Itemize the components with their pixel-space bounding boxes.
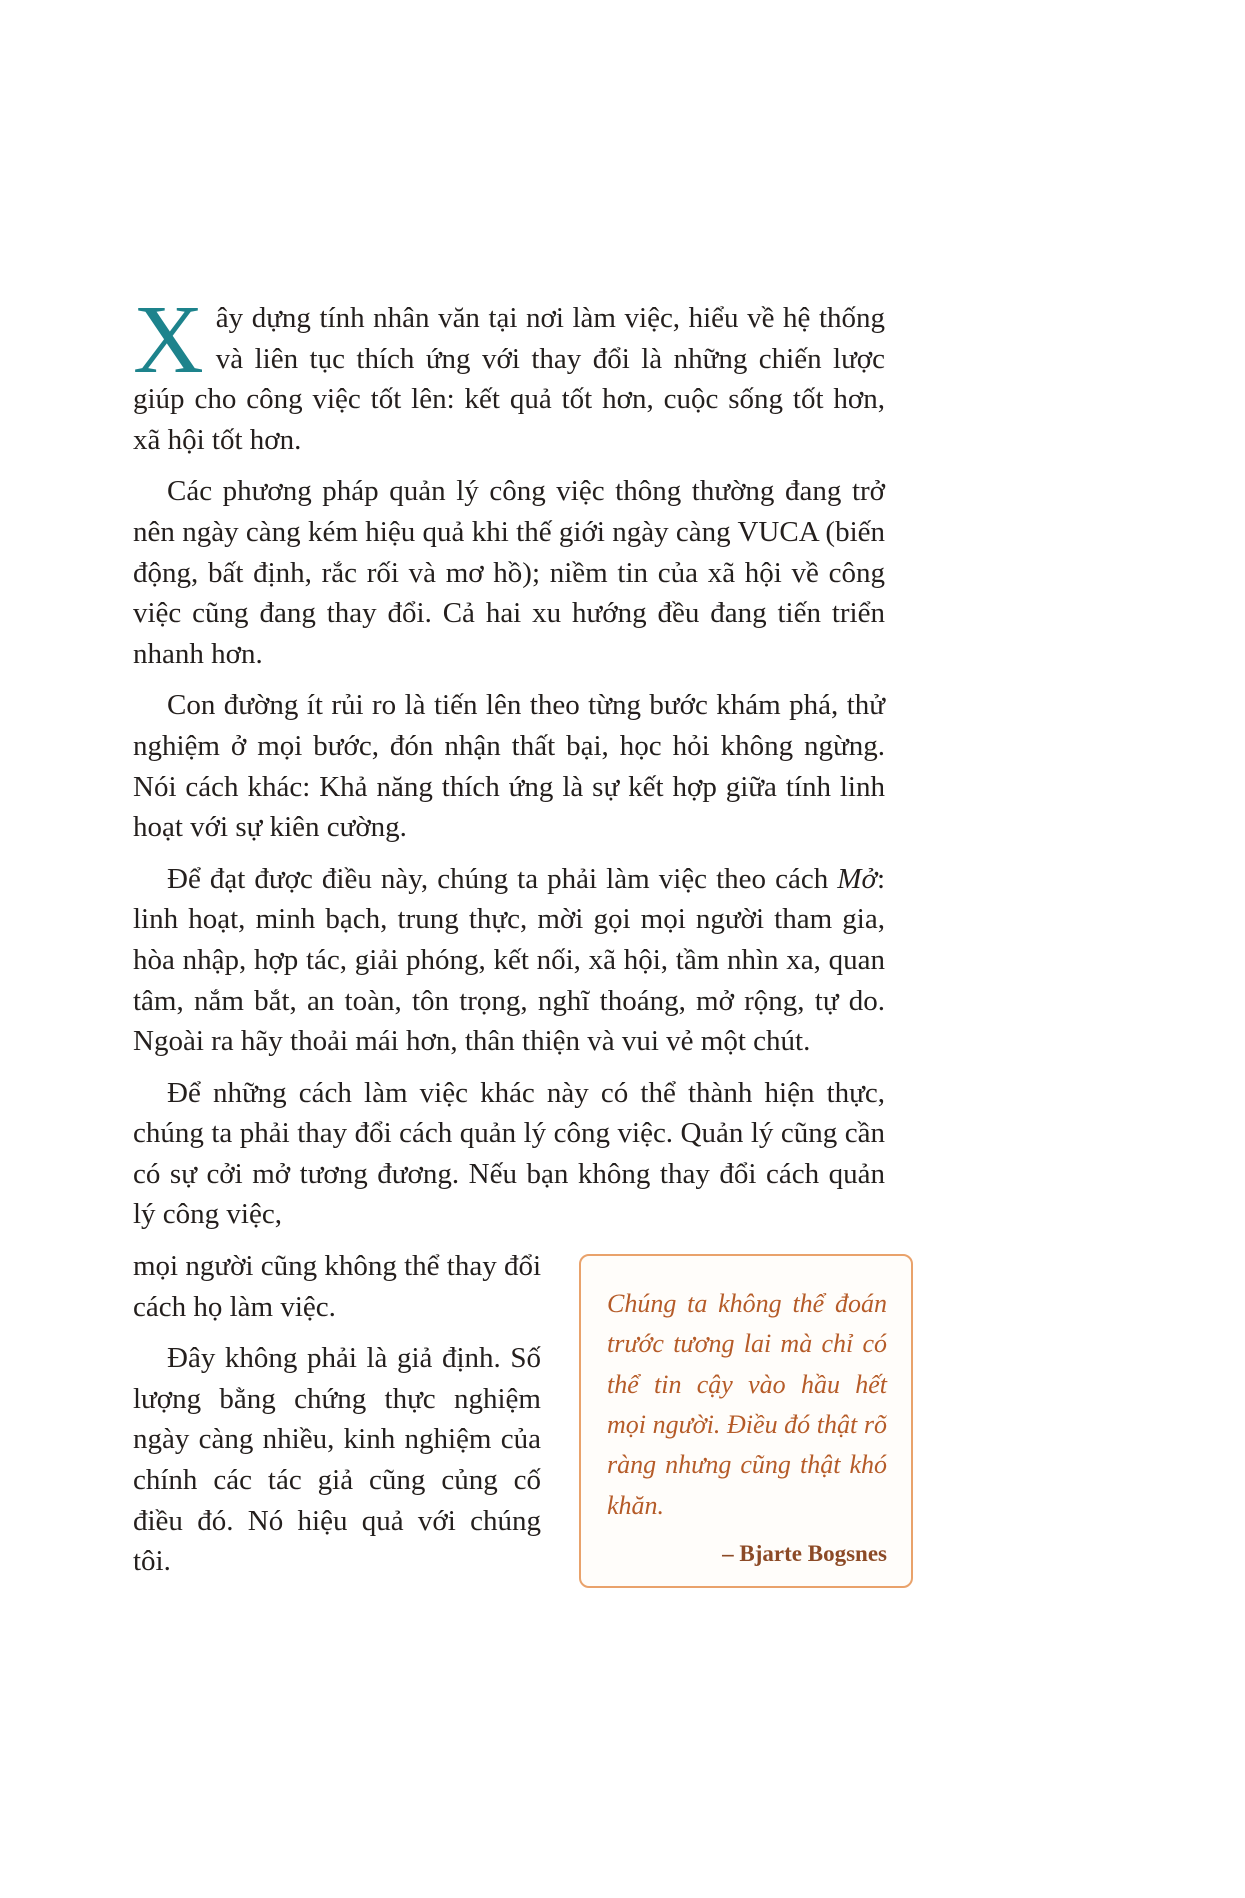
drop-cap: X bbox=[133, 286, 204, 394]
paragraph-3: Con đường ít rủi ro là tiến lên theo từng bước khám phá, thử nghiệm ở mọi bước, đón nhận thất bại, học hỏi không ngừng. Nói cách khác: Khả năng thích ứng là sự kết hợp giữa tính linh hoạt với sự kiên cường. bbox=[133, 689, 885, 844]
paragraph-4-text-before: Để đạt được điều này, chúng ta phải làm việc theo cách bbox=[167, 862, 838, 895]
pull-quote-attribution: – Bjarte Bogsnes bbox=[722, 1540, 887, 1566]
paragraph-4-text-after: : linh hoạt, minh bạch, trung thực, mời gọi mọi người tham gia, hòa nhập, hợp tác, giải phóng, kết nối, xã hội, tầm nhìn xa, quan tâm, nắm bắt, an toàn, tôn trọng, nghĩ thoáng, mở rộng, tự do. Ngoài ra hãy thoải mái hơn, thân thiện và vui vẻ một chút. bbox=[133, 862, 885, 1058]
bottom-section bbox=[133, 1246, 885, 1582]
paragraph-1-text: ây dựng tính nhân văn tại nơi làm việc, hiểu về hệ thống và liên tục thích ứng với thay đổi là những chiến lược giúp cho công việc tốt lên: kết quả tốt hơn, cuộc sống tốt hơn, xã hội tốt hơn. bbox=[133, 302, 885, 456]
paragraph-6: Đây không phải là giả định. Số lượng bằng chứng thực nghiệm ngày càng nhiều, kinh nghiệm của chính các tác giả cũng củng cố điều đó. Nó hiệu quả với chúng tôi. bbox=[133, 1342, 541, 1578]
paragraph-1 bbox=[133, 286, 885, 460]
paragraph-4-emphasis: Mở bbox=[837, 862, 877, 895]
article-body bbox=[133, 286, 887, 1582]
pull-quote-text: Chúng ta không thể đoán trước tương lai mà chỉ có thể tin cậy vào hầu hết mọi người. Điều đó thật rõ ràng nhưng cũng thật khó khăn. bbox=[607, 1289, 887, 1520]
paragraph-5-full-width: Để những cách làm việc khác này có thể thành hiện thực, chúng ta phải thay đổi cách quản lý công việc. Quản lý cũng cần có sự cởi mở tương đương. Nếu bạn không thay đổi cách quản lý công việc, bbox=[133, 1076, 885, 1231]
paragraph-5-wrapped: mọi người cũng không thể thay đổi cách họ làm việc. bbox=[133, 1250, 542, 1323]
paragraph-4 bbox=[133, 859, 885, 1062]
paragraph-2: Các phương pháp quản lý công việc thông thường đang trở nên ngày càng kém hiệu quả khi thế giới ngày càng VUCA (biến động, bất định, rắc rối và mơ hồ); niềm tin của xã hội về công việc cũng đang thay đổi. Cả hai xu hướng đều đang tiến triển nhanh hơn. bbox=[133, 475, 885, 670]
pull-quote-box bbox=[579, 1254, 913, 1588]
